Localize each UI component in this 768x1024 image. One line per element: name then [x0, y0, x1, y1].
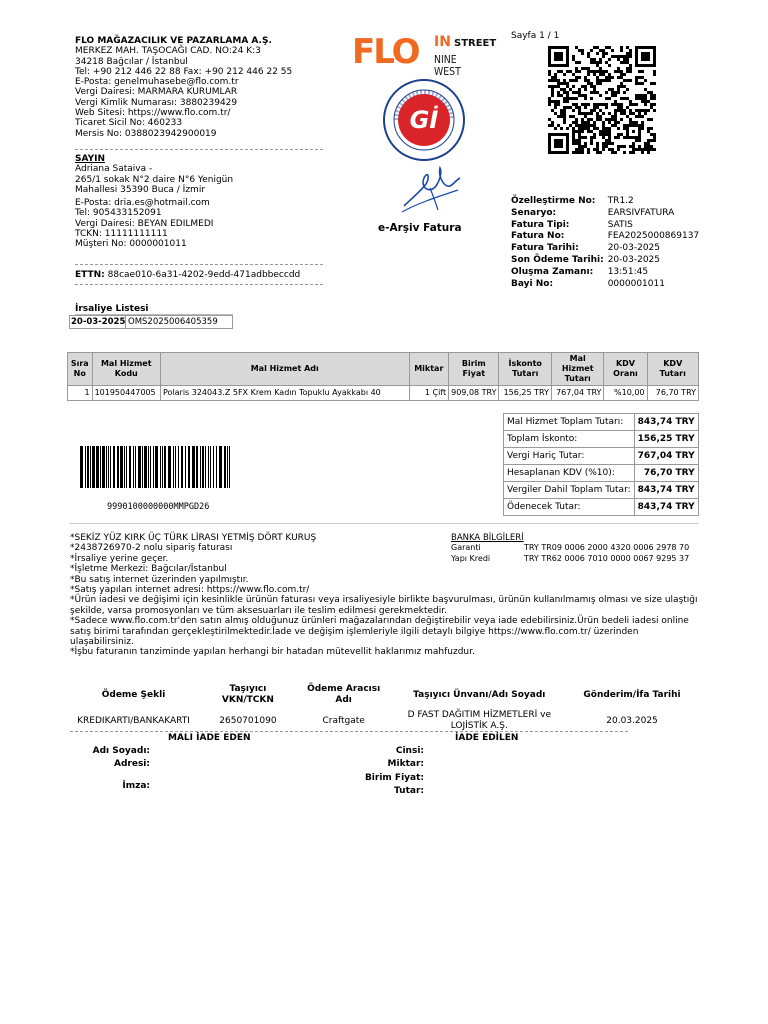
- note-line: *İşletme Merkezi: Bağcılar/İstanbul: [70, 564, 227, 575]
- return-left-title: MALI İADE EDEN: [168, 733, 251, 743]
- irsaliye-date: 20-03-2025: [71, 317, 126, 327]
- instreet-street: STREET: [454, 38, 497, 49]
- note-line: *Ürün iadesi ve değişimi için kesinlikle ürünün faturası veya irsaliyesiyle birlikte başvurulması, ürünün kullanılmamış olması ve size ulaştığı şekilde, varsa promosyonları ve tüm aksesuarları ile teslim edilmesi gerekmektedir.: [70, 595, 698, 616]
- payment-header: Ödeme Şekli: [101, 689, 166, 700]
- table-cell: 76,70 TRY: [647, 386, 698, 401]
- total-value: 156,25 TRY: [634, 431, 698, 448]
- total-label: Hesaplanan KDV (%10):: [504, 465, 635, 482]
- irsaliye-title: İrsaliye Listesi: [75, 304, 149, 314]
- meta-value: 20-03-2025: [607, 243, 660, 254]
- ninewest: NINE WEST: [434, 53, 461, 78]
- meta-value: 0000001011: [607, 278, 665, 289]
- meta-row: [509, 243, 701, 255]
- meta-key: Fatura No:: [511, 231, 565, 242]
- return-unit-price-label: Birim Fiyat:: [364, 772, 424, 783]
- column-header: KDV Tutarı: [647, 353, 698, 386]
- payment-cell: 2650701090: [219, 715, 277, 726]
- payment-header: Gönderim/İfa Tarihi: [583, 689, 681, 700]
- flo-logo: [352, 32, 497, 78]
- payment-cell: KREDIKARTI/BANKAKARTI: [77, 715, 190, 726]
- bank-iban: TRY TR62 0006 7010 0000 0067 9295 37: [524, 554, 690, 564]
- payment-cell: D FAST DAĞITIM HİZMETLERİ ve LOJİSTİK A.Ş.: [407, 710, 551, 731]
- meta-key: Oluşma Zamanı:: [511, 266, 594, 277]
- table-cell: 156,25 TRY: [499, 386, 551, 401]
- instreet-in: IN: [434, 34, 451, 50]
- seller-line: Mersis No: 0388023942900019: [75, 128, 217, 139]
- table-cell: 101950447005: [92, 386, 160, 401]
- totals-table: [503, 413, 699, 516]
- column-header: KDV Oranı: [604, 353, 647, 386]
- seller-line: Web Sitesi: https://www.flo.com.tr/: [75, 108, 231, 119]
- buyer-line: TCKN: 11111111111: [75, 229, 168, 240]
- meta-key: Özelleştirme No:: [511, 196, 596, 206]
- total-label: Ödenecek Tutar:: [504, 499, 635, 516]
- payment-cell: 20.03.2025: [606, 715, 658, 726]
- meta-row: [509, 196, 701, 208]
- column-header: Miktar: [409, 353, 449, 386]
- flo-wordmark: FLO: [352, 32, 419, 72]
- total-label: Toplam İskonto:: [504, 431, 635, 448]
- note-line: *İrsaliye yerine geçer.: [70, 553, 169, 564]
- bank-title: BANKA BİLGİLERİ: [451, 533, 524, 543]
- divider: [75, 264, 323, 265]
- note-line: *2438726970-2 nolu sipariş faturası: [70, 543, 233, 554]
- total-label: Mal Hizmet Toplam Tutarı:: [504, 414, 635, 431]
- total-row: [504, 499, 699, 516]
- seller-line: E-Posta: genelmuhasebe@flo.com.tr: [75, 77, 239, 88]
- seal-letter: Gİ: [409, 106, 439, 134]
- meta-key: Fatura Tipi:: [511, 219, 570, 230]
- buyer-line: Mahallesi 35390 Buca / İzmir: [75, 184, 206, 195]
- seller-line: Tel: +90 212 446 22 88 Fax: +90 212 446 22 55: [75, 66, 293, 77]
- seller-name: FLO MAĞAZACILIK VE PAZARLAMA A.Ş.: [75, 36, 272, 46]
- payment-cell: Craftgate: [322, 715, 365, 726]
- seller-details: [75, 46, 325, 139]
- table-cell: 909,08 TRY: [449, 386, 499, 401]
- table-cell: Polaris 324043.Z 5FX Krem Kadın Topuklu Ayakkabı 40: [160, 386, 409, 401]
- return-name-label: Adı Soyadı:: [92, 746, 150, 756]
- buyer-heading: SAYIN: [75, 154, 105, 164]
- total-value: 843,74 TRY: [634, 499, 698, 516]
- ettn-label: ETTN:: [75, 270, 105, 280]
- column-header: Mal Hizmet Tutarı: [551, 353, 603, 386]
- return-right-title: İADE EDİLEN: [455, 733, 519, 743]
- buyer-block: [75, 154, 325, 250]
- seller-line: Vergi Kimlik Numarası: 3880239429: [75, 97, 238, 108]
- total-value: 76,70 TRY: [634, 465, 698, 482]
- table-row: [68, 386, 699, 401]
- return-address-label: Adresi:: [114, 759, 150, 770]
- buyer-line: E-Posta: dria.es@hotmail.com: [75, 198, 210, 209]
- barcode-text: 9990100000000MMPGD26: [107, 502, 210, 512]
- column-header: Mal Hizmet Adı: [160, 353, 409, 386]
- total-row: [504, 482, 699, 499]
- note-line: *Sadece www.flo.com.tr'den satın almış olduğunuz ürünleri mağazalarından değiştirebilir veya iade edebilirsiniz.Ürün bedeli iadesi online satış birimi tarafından gerçekleştirilmektedir.İade ve değişim işlemleriyle ilgili detaylı bilgiye https://www.flo.com.tr/ üzerinden ulaşabilirsiniz.: [70, 616, 689, 648]
- buyer-line: Adriana Sataiva -: [75, 164, 153, 175]
- total-value: 843,74 TRY: [634, 414, 698, 431]
- total-row: [504, 448, 699, 465]
- buyer-line: Müşteri No: 0000001011: [75, 239, 187, 250]
- column-header: Birim Fiyat: [449, 353, 499, 386]
- barcode: [78, 446, 234, 488]
- divider: [75, 284, 323, 285]
- buyer-line: Tel: 905433152091: [75, 208, 162, 219]
- divider: [75, 149, 323, 150]
- return-qty-label: Miktar:: [387, 759, 424, 770]
- buyer-details: [75, 164, 325, 249]
- irsaliye-box: [69, 315, 233, 329]
- meta-key: Fatura Tarihi:: [511, 243, 579, 254]
- items-table: [67, 352, 699, 401]
- return-kind-label: Cinsi:: [395, 746, 424, 756]
- buyer-line: Vergi Dairesi: BEYAN EDILMEDI: [75, 218, 214, 229]
- payment-header: Ödeme Aracısı Adı: [307, 684, 381, 705]
- return-signature-label: İmza:: [122, 780, 150, 791]
- meta-row: [509, 267, 701, 279]
- note-line: *İşbu faturanın tanziminde yapılan herhangi bir hatadan mütevellit haklarımız mahfuzdur.: [70, 647, 475, 658]
- total-value: 767,04 TRY: [634, 448, 698, 465]
- seller-line: MERKEZ MAH. TAŞOCAĞI CAD. NO:24 K:3: [75, 46, 261, 57]
- bank-iban: TRY TR09 0006 2000 4320 0006 2978 70: [524, 543, 690, 553]
- meta-value: EARSIVFATURA: [607, 207, 675, 218]
- payment-header: Taşıyıcı VKN/TCKN: [221, 684, 274, 705]
- table-cell: 1 Çift: [409, 386, 449, 401]
- seller-line: Vergi Dairesi: MARMARA KURUMLAR: [75, 87, 238, 98]
- meta-row: [509, 255, 701, 267]
- meta-row: [509, 208, 701, 220]
- total-label: Vergi Hariç Tutar:: [504, 448, 635, 465]
- notes: [70, 533, 700, 658]
- page-label: Sayfa 1 / 1: [511, 31, 560, 41]
- seller-line: Ticaret Sicil No: 460233: [75, 118, 183, 129]
- column-header: Sıra No: [68, 353, 93, 386]
- return-amount-label: Tutar:: [394, 785, 424, 796]
- bank-name: Garanti: [451, 543, 481, 553]
- gib-seal: [382, 78, 466, 162]
- divider: [70, 523, 698, 524]
- meta-row: [509, 220, 701, 232]
- bank-name: Yapı Kredi: [451, 554, 491, 564]
- meta-key: Bayi No:: [511, 278, 554, 289]
- meta-value: TR1.2: [607, 196, 634, 206]
- total-row: [504, 465, 699, 482]
- invoice-meta: [509, 196, 701, 290]
- total-row: [504, 431, 699, 448]
- seller-block: [75, 36, 325, 139]
- irsaliye-no: OMS2025006405359: [125, 316, 218, 328]
- meta-key: Son Ödeme Tarihi:: [511, 254, 604, 265]
- table-cell: 767,04 TRY: [551, 386, 603, 401]
- total-label: Vergiler Dahil Toplam Tutar:: [504, 482, 635, 499]
- note-line: *Satış yapılan internet adresi: https://www.flo.com.tr/: [70, 585, 310, 596]
- return-left-fields: [70, 745, 150, 793]
- total-value: 843,74 TRY: [634, 482, 698, 499]
- ettn: [75, 270, 300, 280]
- meta-value: FEA2025000869137: [607, 231, 700, 242]
- meta-row: [509, 231, 701, 243]
- qr-code: [548, 46, 656, 154]
- meta-row: [509, 279, 701, 291]
- payment-header: Taşıyıcı Ünvanı/Adı Soyadı: [413, 689, 546, 700]
- meta-value: SATIS: [607, 219, 633, 230]
- signature: [400, 158, 464, 218]
- meta-value: 20-03-2025: [607, 254, 660, 265]
- payment-table: [67, 682, 697, 734]
- divider: [70, 731, 628, 732]
- note-line: *Bu satış internet üzerinden yapılmıştır.: [70, 574, 249, 585]
- meta-value: 13:51:45: [607, 266, 649, 277]
- note-line: *SEKİZ YÜZ KIRK ÜÇ TÜRK LİRASI YETMİŞ DÖRT KURUŞ: [70, 533, 317, 543]
- seller-line: 34218 Bağcılar / İstanbul: [75, 56, 188, 67]
- total-row: [504, 414, 699, 431]
- return-right-fields: [330, 745, 424, 798]
- column-header: İskonto Tutarı: [499, 353, 551, 386]
- ettn-value: 88cae010-6a31-4202-9edd-471adbbeccdd: [107, 270, 301, 280]
- buyer-line: 265/1 sokak N°2 daire N°6 Yenigün: [75, 174, 234, 185]
- doc-title: e-Arşiv Fatura: [378, 222, 462, 234]
- meta-key: Senaryo:: [511, 207, 557, 218]
- table-cell: %10,00: [604, 386, 647, 401]
- table-cell: 1: [68, 386, 93, 401]
- column-header: Mal Hizmet Kodu: [92, 353, 160, 386]
